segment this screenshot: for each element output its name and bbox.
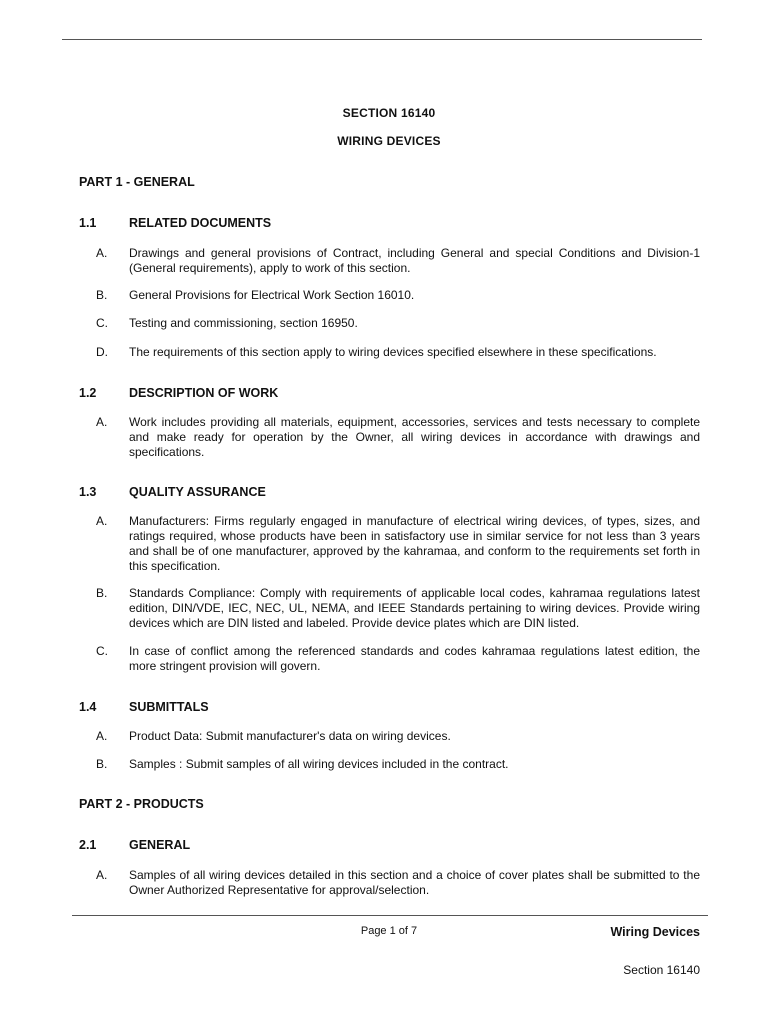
- heading-number: 1.2: [79, 386, 97, 400]
- paragraph-2-1-a: [79, 868, 700, 898]
- heading-1-1: [79, 216, 271, 230]
- heading-2-1: [79, 838, 190, 852]
- paragraph-letter: D.: [96, 345, 108, 359]
- paragraph-letter: C.: [96, 644, 108, 658]
- paragraph-letter: A.: [96, 868, 108, 882]
- paragraph-letter: A.: [96, 514, 108, 528]
- paragraph-text: Samples of all wiring devices detailed in this section and a choice of cover plates shall be submitted to the Owner Authorized Representative for approval/selection.: [129, 868, 700, 897]
- footer-title: Wiring Devices: [610, 925, 700, 939]
- paragraph-text: Work includes providing all materials, equipment, accessories, services and tests necessary to complete and make ready for operation by the Owner, all wiring devices in accordance with drawings and specifications.: [129, 415, 700, 459]
- heading-1-2: [79, 386, 278, 400]
- paragraph-text: Drawings and general provisions of Contract, including General and special Conditions and Division-1 (General requirements), apply to work of this section.: [129, 246, 700, 275]
- footer-section: Section 16140: [623, 963, 700, 977]
- heading-number: 1.1: [79, 216, 97, 230]
- paragraph-letter: B.: [96, 288, 108, 302]
- page-number: Page 1 of 7: [360, 925, 418, 937]
- heading-title: DESCRIPTION OF WORK: [129, 386, 279, 400]
- paragraph-1-3-a: [79, 514, 700, 574]
- paragraph-text: Samples : Submit samples of all wiring devices included in the contract.: [129, 757, 509, 771]
- paragraph-1-1-b: [79, 288, 700, 303]
- heading-number: 1.4: [79, 700, 97, 714]
- paragraph-1-3-b: [79, 586, 700, 631]
- paragraph-text: Standards Compliance: Comply with requirements of applicable local codes, kahramaa regulations latest edition, DIN/VDE, IEC, NEC, UL, NEMA, and IEEE Standards pertaining to wiring devices. Provide wiring devices which are DIN listed and labeled. Provide device plates which are DIN listed.: [129, 586, 700, 630]
- part-2-title: PART 2 - PRODUCTS: [79, 797, 204, 811]
- heading-number: 2.1: [79, 838, 97, 852]
- paragraph-text: Manufacturers: Firms regularly engaged in manufacture of electrical wiring devices, of types, sizes, and ratings required, whose products have been in satisfactory use in similar service for not less than 3 years and shall be of one manufacturer, approved by the kahramaa, and conform to the requirements set forth in this specification.: [129, 514, 700, 573]
- paragraph-letter: A.: [96, 246, 108, 260]
- paragraph-letter: A.: [96, 415, 108, 429]
- paragraph-letter: B.: [96, 586, 108, 600]
- heading-title: GENERAL: [129, 838, 191, 852]
- paragraph-1-3-c: [79, 644, 700, 674]
- paragraph-text: Testing and commissioning, section 16950.: [129, 316, 358, 330]
- paragraph-text: Product Data: Submit manufacturer's data on wiring devices.: [129, 729, 451, 743]
- section-number: SECTION 16140: [342, 106, 436, 120]
- heading-1-3: [79, 485, 266, 499]
- paragraph-text: The requirements of this section apply to wiring devices specified elsewhere in these specifications.: [129, 345, 657, 359]
- heading-title: QUALITY ASSURANCE: [129, 485, 266, 499]
- paragraph-1-2-a: [79, 415, 700, 460]
- heading-title: SUBMITTALS: [129, 700, 209, 714]
- footer-rule: [72, 915, 708, 916]
- paragraph-text: In case of conflict among the referenced standards and codes kahramaa regulations latest edition, the more stringent provision will govern.: [129, 644, 700, 673]
- paragraph-letter: C.: [96, 316, 108, 330]
- document-title: WIRING DEVICES: [337, 134, 441, 148]
- part-1-title: PART 1 - GENERAL: [79, 175, 195, 189]
- paragraph-1-1-d: [79, 345, 700, 360]
- heading-number: 1.3: [79, 485, 97, 499]
- heading-title: RELATED DOCUMENTS: [129, 216, 272, 230]
- header-rule: [62, 39, 702, 40]
- paragraph-letter: A.: [96, 729, 108, 743]
- paragraph-letter: B.: [96, 757, 108, 771]
- heading-1-4: [79, 700, 209, 714]
- paragraph-text: General Provisions for Electrical Work Section 16010.: [129, 288, 415, 302]
- paragraph-1-4-a: [79, 729, 700, 744]
- paragraph-1-1-a: [79, 246, 700, 276]
- paragraph-1-4-b: [79, 757, 700, 772]
- paragraph-1-1-c: [79, 316, 700, 331]
